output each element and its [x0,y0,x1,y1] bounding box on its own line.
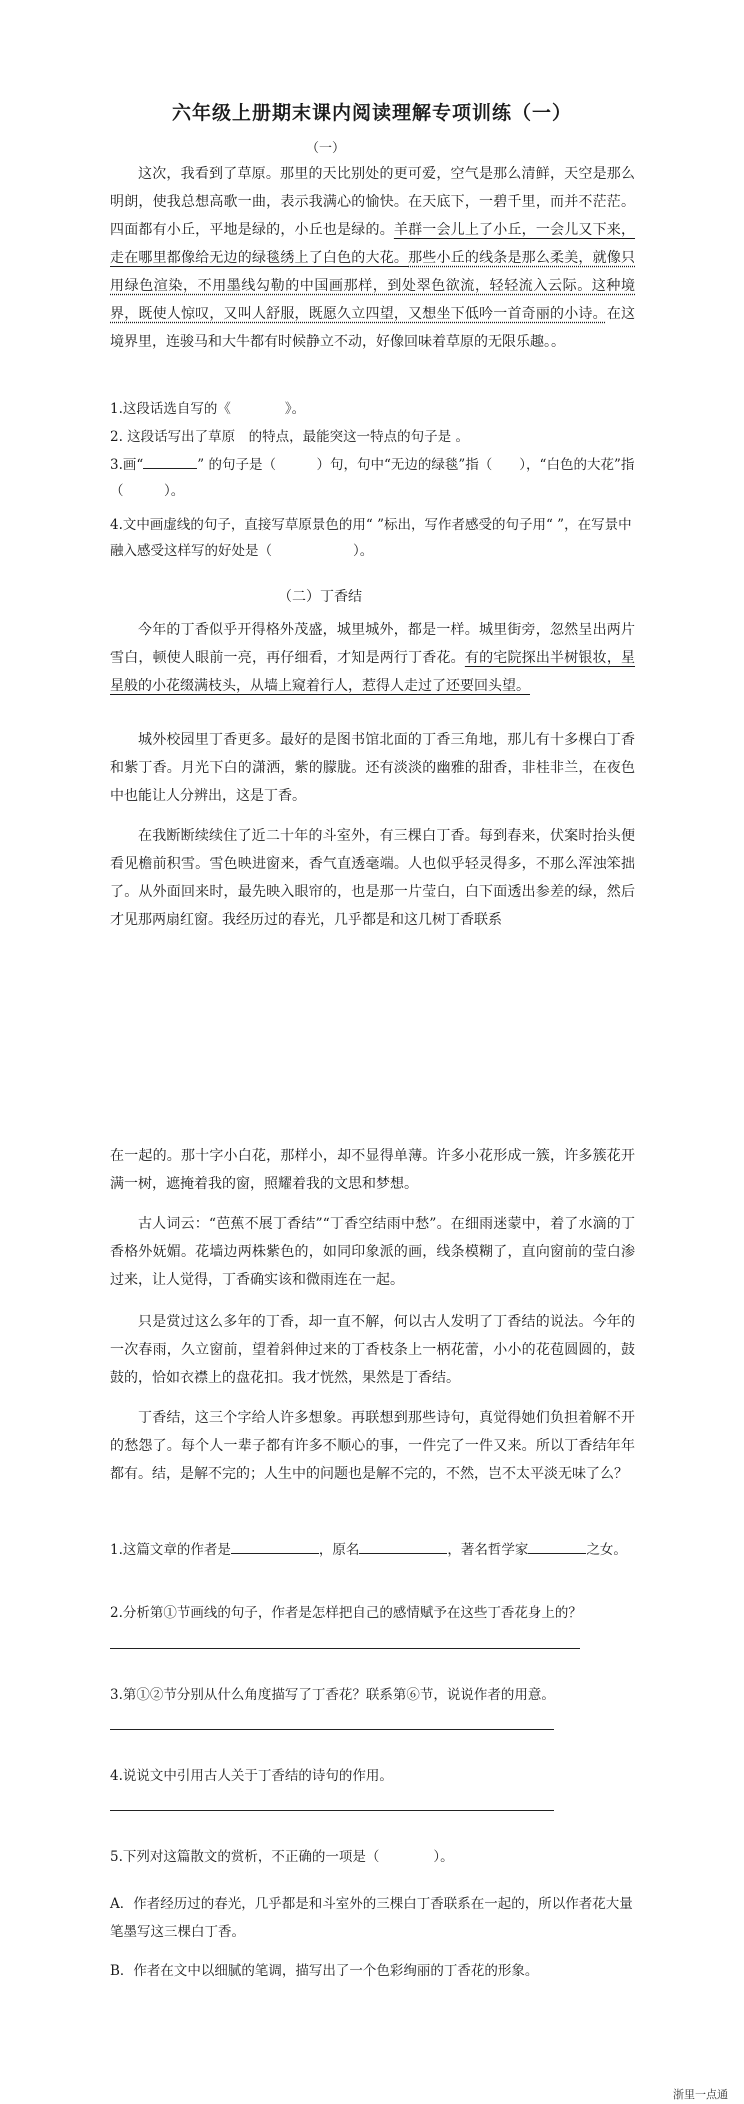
s1-question-2: 2. 这段话写出了草原 的特点，最能突这一特点的句子是 。 [110,429,469,445]
s1-question-3 [110,452,635,504]
s2-question-3: 3.第①②节分别从什么角度描写了丁香花？联系第⑥节，说说作者的用意。 [110,1687,555,1703]
s2-question-4: 4.说说文中引用古人关于丁香结的诗句的作用。 [110,1768,393,1784]
passage-1-text: 这次，我看到了草原。那里的天比别处的更可爱，空气是那么清鲜，天空是那么明朗，使我总想高歌一曲，表示我满心的愉快。在天底下，一碧千里，而并不茫茫。四面都有小丘，平地是绿的，小丘也是绿的。 [110,166,635,238]
passage-1-paragraph [110,160,635,356]
s1-question-3-end: ” 的句子是（ ）句，句中“无边的绿毯”指（ ），“白色的大花”指（ ）。 [110,457,635,499]
s2-option-a: A．作者经历过的春光，几乎都是和斗室外的三棵白丁香联系在一起的，所以作者花大量笔墨写这三棵白丁香。 [110,1896,633,1940]
s2-question-1-d: 之女。 [586,1542,627,1558]
passage-2-paragraph-1 [110,616,635,700]
answer-line[interactable] [110,1648,580,1649]
passage-2-underlined-sentence: 有的宅院探出半树银妆，星星般的小花缀满枝头，从墙上窥着行人，惹得人走过了还要回头望。 [110,650,636,694]
passage-2-paragraph-5: 只是赏过这么多年的丁香，却一直不解，何以古人发明了丁香结的说法。今年的一次春雨，久立窗前，望着斜伸过来的丁香枝条上一柄花蕾，小小的花苞圆圆的，鼓鼓的，恰如衣襟上的盘花扣。我才恍然，果然是丁香结。 [110,1314,635,1386]
original-name-blank[interactable] [359,1539,447,1554]
s2-question-1-c: ，著名哲学家 [447,1542,529,1558]
section-2-heading: （二）丁香结 [278,589,362,605]
s2-option-b: B．作者在文中以细腻的笔调，描写出了一个色彩绚丽的丁香花的形象。 [110,1963,539,1979]
s1-question-1: 1.这段话选自写的《 》。 [110,401,306,417]
passage-2-paragraph-2: 城外校园里丁香更多。最好的是图书馆北面的丁香三角地，那儿有十多棵白丁香和紫丁香。月光下白的潇洒，紫的朦胧。还有淡淡的幽雅的甜香，非桂非兰，在夜色中也能让人分辨出，这是丁香。 [110,732,635,804]
author-blank[interactable] [231,1539,319,1554]
footer-watermark: 浙里一点通 [673,2088,728,2101]
passage-2-paragraph-4: 古人词云：“芭蕉不展丁香结”“丁香空结雨中愁”。在细雨迷蒙中，着了水滴的丁香格外妩媚。花墙边两株紫色的，如同印象派的画，线条模糊了，直向窗前的莹白渗过来，让人觉得，丁香确实该和微雨连在一起。 [110,1216,635,1288]
passage-1-text-end: 在这境界里，连骏马和大牛都有时候静立不动，好像回味着草原的无限乐趣。。 [110,306,636,350]
philosopher-blank[interactable] [528,1539,586,1554]
s2-question-1 [110,1536,635,1564]
passage-2-p1-text: 今年的丁香似乎开得格外茂盛，城里城外，都是一样。城里街旁，忽然呈出两片雪白，顿使人眼前一亮，再仔细看，才知是两行丁香花。 [110,622,635,666]
answer-line[interactable] [110,1810,554,1811]
answer-blank[interactable] [143,454,197,469]
s2-question-1-a: 1.这篇文章的作者是 [110,1542,231,1558]
s2-question-1-b: ，原名 [318,1542,360,1558]
s2-question-5: 5.下列对这篇散文的赏析，不正确的一项是（ ）。 [110,1849,454,1865]
passage-2-paragraph-3-continued: 在一起的。那十字小白花，那样小，却不显得单薄。许多小花形成一簇，许多簇花开满一树，遮掩着我的窗，照耀着我的文思和梦想。 [110,1148,635,1192]
s2-question-2: 2.分析第①节画线的句子，作者是怎样把自己的感情赋予在这些丁香花身上的？ [110,1605,582,1621]
section-1-heading: （一） [306,141,346,156]
s1-question-4: 4.文中画虚线的句子，直接写草原景色的用“ ”标出，写作者感受的句子用“ ”，在写景中融入感受这样写的好处是（ ）。 [110,517,632,559]
passage-1-dotted-sentence: 那些小丘的线条是那么柔美，就像只用绿色渲染，不用墨线勾勒的中国画那样，到处翠色欲流，轻轻流入云际。这种境界，既使人惊叹，又叫人舒服，既愿久立四望，又想坐下低吟一首奇丽的小诗。 [110,250,636,322]
passage-1-underlined-sentence: 羊群一会儿上了小丘，一会儿又下来，走在哪里都像给无边的绿毯绣上了白色的大花。 [110,222,636,266]
s1-question-3-start: 3.画“ [110,457,144,473]
answer-line[interactable] [110,1729,554,1730]
passage-2-paragraph-3: 在我断断续续住了近二十年的斗室外，有三棵白丁香。每到春来，伏案时抬头便看见檐前积雪。雪色映进窗来，香气直透毫端。人也似乎轻灵得多，不那么浑浊笨拙了。从外面回来时，最先映入眼帘的，也是那一片莹白，白下面透出参差的绿，然后才见那两扇红窗。我经历过的春光，几乎都是和这几树丁香联系 [110,828,635,928]
passage-2-paragraph-6: 丁香结，这三个字给人许多想象。再联想到那些诗句，真觉得她们负担着解不开的愁怨了。每个人一辈子都有许多不顺心的事，一件完了一件又来。所以丁香结年年都有。结，是解不完的；人生中的问题也是解不完的，不然，岂不太平淡无味了么？ [110,1410,635,1482]
page-title: 六年级上册期末课内阅读理解专项训练（一） [171,102,572,124]
